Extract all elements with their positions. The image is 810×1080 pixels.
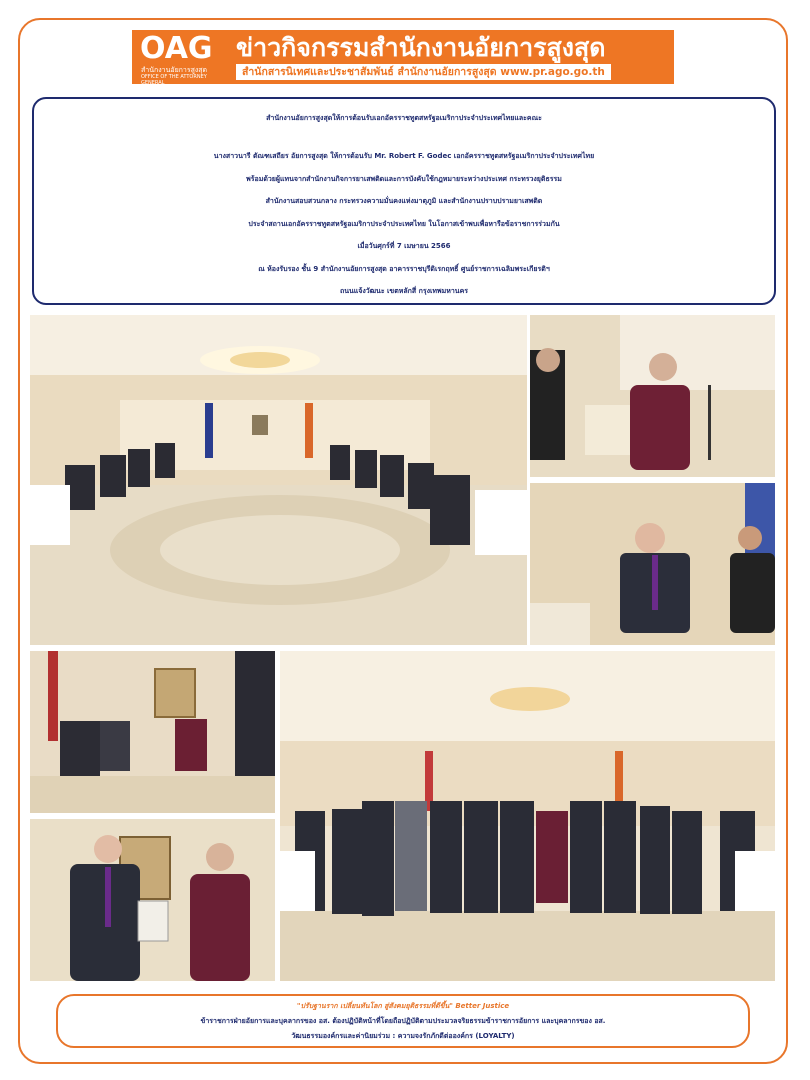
header-banner (132, 30, 674, 84)
logo-th: สำนักงานอัยการสูงสุด (141, 66, 208, 74)
oag-logo (132, 30, 230, 84)
photo-attorney-general (530, 315, 775, 477)
banner-subtitle: สำนักสารนิเทศและประชาสัมพันธ์ สำนักงานอัยการสูงสุด www.pr.ago.go.th (236, 64, 611, 80)
photo-souvenir-exchange (30, 819, 275, 981)
logo-text: OAG (140, 31, 213, 66)
footer-box (56, 994, 750, 1048)
news-line: ณ ห้องรับรอง ชั้น 9 สำนักงานอัยการสูงสุด อาคารราชบุรีดิเรกฤทธิ์ ศูนย์ราชการเฉลิมพระเกียรติฯ (258, 264, 550, 273)
news-line: ถนนแจ้งวัฒนะ เขตหลักสี่ กรุงเทพมหานคร (339, 287, 469, 295)
footer-ethics: ข้าราชการฝ่ายอัยการและบุคลากรของ อส. ต้องปฏิบัติหน้าที่โดยถือปฏิบัติตามประมวลจริยธรรมข้าราชการอัยการ และบุคลากรของ อส. (200, 1017, 606, 1025)
footer-values: วัฒนธรรมองค์กรและค่านิยมร่วม : ความจงรักภักดีต่อองค์กร (LOYALTY) (291, 1032, 515, 1040)
news-line: ประจำสถานเอกอัครราชทูตสหรัฐอเมริกาประจำประเทศไทย ในโอกาสเข้าพบเพื่อหารือข้อราชการร่วมกัน (248, 219, 560, 228)
photo-seating (30, 651, 275, 813)
photo-ambassador (530, 483, 775, 645)
photo-meeting-room (30, 315, 527, 645)
footer-slogan: "ปรับฐานราก เปลี่ยนทันโลก สู่สังคมยุติธรรมที่ดีขึ้น" Better Justice (296, 1002, 510, 1010)
banner-title: ข่าวกิจกรรมสำนักงานอัยการสูงสุด (236, 33, 606, 62)
news-body (34, 145, 774, 303)
news-line: เมื่อวันศุกร์ที่ 7 เมษายน 2566 (357, 242, 451, 250)
news-line: นางสาวนารี ตัณฑเสถียร อัยการสูงสุด ให้การต้อนรับ Mr. Robert F. Godec เอกอัครราชทูตสหรัฐอเมริกาประจำประเทศไทย (213, 152, 595, 160)
news-title: สำนักงานอัยการสูงสุดให้การต้อนรับเอกอัครราชทูตสหรัฐอเมริกาประจำประเทศไทยและคณะ (266, 114, 542, 122)
news-line: สำนักงานสอบสวนกลาง กระทรวงความมั่นคงแห่งมาตุภูมิ และสำนักงานปราบปรามยาเสพติด (265, 197, 543, 205)
photo-group (280, 651, 775, 981)
news-info-box (32, 97, 776, 305)
news-line: พร้อมด้วยผู้แทนจากสำนักงานกิจการยาเสพติดและการบังคับใช้กฎหมายระหว่างประเทศ กระทรวงยุติธรรม (246, 174, 562, 183)
logo-en: OFFICE OF THE ATTORNEY GENERAL (141, 74, 207, 86)
